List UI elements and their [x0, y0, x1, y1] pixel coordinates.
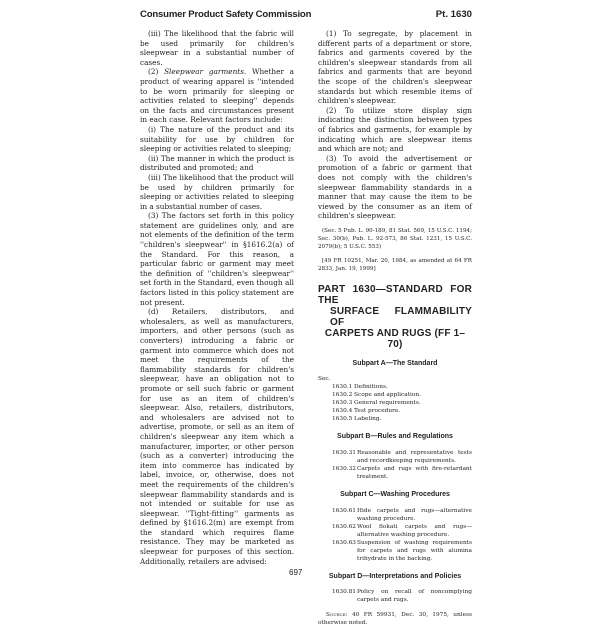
table-of-contents — [318, 507, 472, 563]
toc-entry[interactable] — [318, 588, 472, 604]
subpart-heading: Subpart D—Interpretations and Policies — [328, 572, 462, 580]
part-title-line: SURFACE FLAMMABILITY OF — [330, 305, 472, 328]
section-number: 1630.61 — [332, 507, 356, 514]
sec-label: Sec. — [318, 376, 331, 383]
section-number: 1630.31 — [332, 450, 356, 457]
source-text: 40 FR 59931, Dec. 30, 1975, unless otherwise noted. — [318, 612, 472, 627]
toc-entry[interactable] — [318, 383, 472, 391]
section-title: Carpets and rugs with fire-retardant treatment. — [357, 466, 472, 481]
table-of-contents — [318, 588, 472, 604]
paragraph: (d) Retailers, distributors, and wholesalers, as well as manufacturers, importers, and other persons (such as converters) introducing a fabric or garment into commerce which does not meet the requirements of the flammability standards for children's sleepwear, have an obligation not to promote or sell such fabric or garment for use as an item of children's sleepwear. Also, retailers, distributors, and wholesalers are advised not to advertise, promote, or sell as an item of children's sleepwear any item which a manufacturer, importer, or other person (such as a converter) introducing the item into commerce has indicated by label, invoice, or, otherwise, does not meet the requirements of the children's sleepwear flammability standards and is not intended or suitable for use as sleepwear. ''Tight-fitting'' garments as defined by §1616.2(m) are exempt from the standard which requires flame resistance. They may be marketed as sleepwear for purposes of this section. Additionally, retailers are advised: — [140, 307, 294, 566]
right-column — [318, 29, 472, 627]
section-title: Wool flokati carpets and rugs—alternative washing procedure. — [357, 523, 472, 538]
section-number: 1630.32 — [332, 466, 356, 473]
section-title: Suspension of washing requirements for carpets and rugs with alumina trihydrate in the backing. — [357, 539, 472, 562]
paragraph: (3) To avoid the advertisement or promotion of a fabric or garment that does not comply with the children's sleepwear flammability standards in a manner that may cause the item to be viewed by the consumer as an item of children's sleepwear. — [318, 153, 472, 221]
paragraph: (iii) The likelihood that the fabric will be used primarily for children's sleepwear in a substantial number of cases. — [140, 29, 294, 67]
subpart-heading: Subpart A—The Standard — [352, 359, 438, 367]
source-label: Source: — [326, 612, 348, 619]
authority-citation: (Sec. 5 Pub. L. 90-189, 81 Stat. 569, 15 U.S.C. 1194; Sec. 30(b), Pub. L. 92-573, 86 Stat. 1231, 15 U.S.C. 2079(b); 5 U.S.C. 553) — [318, 227, 472, 250]
toc-entry[interactable] — [318, 449, 472, 465]
section-number: 1630.4 — [332, 408, 353, 415]
paragraph: (1) To segregate, by placement in different parts of a department or store, fabrics and garments covered by the children's sleepwear standards from all fabrics and garments that are beyond the scope of the children's sleepwear standards but which resemble items of children's sleepwear. — [318, 29, 472, 106]
part-title — [318, 284, 472, 350]
toc-entry[interactable] — [318, 523, 472, 539]
running-header-part: Pt. 1630 — [435, 9, 472, 20]
source-note — [318, 611, 472, 627]
section-title: Definitions. — [354, 384, 388, 391]
section-number: 1630.1 — [332, 384, 353, 391]
running-header-agency: Consumer Product Safety Commission — [140, 9, 312, 20]
amendment-citation: [49 FR 10251, Mar. 20, 1984, as amended at 64 FR 2833, Jan. 19, 1999] — [318, 257, 472, 272]
paragraph: (ii) The manner in which the product is distributed and promoted; and — [140, 153, 294, 173]
toc-entry[interactable] — [318, 391, 472, 399]
toc-entry[interactable] — [318, 399, 472, 407]
subpart-heading: Subpart C—Washing Procedures — [340, 491, 450, 499]
section-title: Policy on recall of noncomplying carpets and rugs. — [357, 589, 472, 604]
page-number: 697 — [289, 568, 303, 577]
section-number: 1630.3 — [332, 400, 353, 407]
section-title: Labeling. — [354, 416, 382, 423]
section-number: 1630.62 — [332, 523, 356, 530]
toc-entry[interactable] — [318, 539, 472, 563]
section-title: General requirements. — [354, 400, 421, 407]
paragraph: (3) The factors set forth in this policy statement are guidelines only, and are not elements of the definition of the term ''children's sleepwear'' in §1616.2(a) of the Standard. For this reason, a particular fabric or garment may meet the definition of ''children's sleepwear'' set forth in the Standard, even though all factors listed in this policy statement are not present. — [140, 211, 294, 307]
subpart-heading: Subpart B—Rules and Regulations — [337, 433, 453, 441]
paragraph: (2) To utilize store display sign indicating the distinction between types of fabrics and garments, for example by indicating which are sleepwear items and which are not; and — [318, 105, 472, 154]
table-of-contents — [318, 375, 472, 423]
section-number: 1630.2 — [332, 392, 353, 399]
section-title: Scope and application. — [354, 392, 421, 399]
paragraph-number: (2) — [148, 67, 165, 77]
section-number: 1630.5 — [332, 416, 353, 423]
paragraph-sleepwear-garments — [140, 67, 294, 125]
toc-entry[interactable] — [318, 407, 472, 415]
left-column — [140, 29, 294, 566]
toc-entry[interactable] — [318, 465, 472, 481]
part-title-line: PART 1630—STANDARD FOR THE — [318, 283, 472, 306]
part-title-line: CARPETS AND RUGS (FF 1–70) — [324, 327, 466, 350]
section-title: Test procedure. — [354, 408, 401, 415]
paragraph: (i) The nature of the product and its suitability for use by children for sleeping or activities related to sleeping; — [140, 124, 294, 154]
toc-entry[interactable] — [318, 507, 472, 523]
section-title: Hide carpets and rugs—alternative washing procedure. — [357, 507, 472, 522]
section-number: 1630.81 — [332, 589, 356, 596]
toc-entry[interactable] — [318, 415, 472, 423]
paragraph-heading: Sleepwear garments. — [164, 67, 247, 77]
section-number: 1630.63 — [332, 539, 356, 546]
paragraph: (iii) The likelihood that the product will be used by children primarily for sleeping or activities related to sleeping in a substantial number of cases. — [140, 172, 294, 211]
section-title: Reasonable and representative tests and recordkeeping requirements. — [357, 450, 472, 465]
paragraph-body: Whether a product of wearing apparel is ''intended to be worn primarily for sleeping or activities related to sleeping'' depends on the facts and circumstances present in each case. Relevant factors include: — [140, 67, 294, 125]
table-of-contents — [318, 449, 472, 481]
